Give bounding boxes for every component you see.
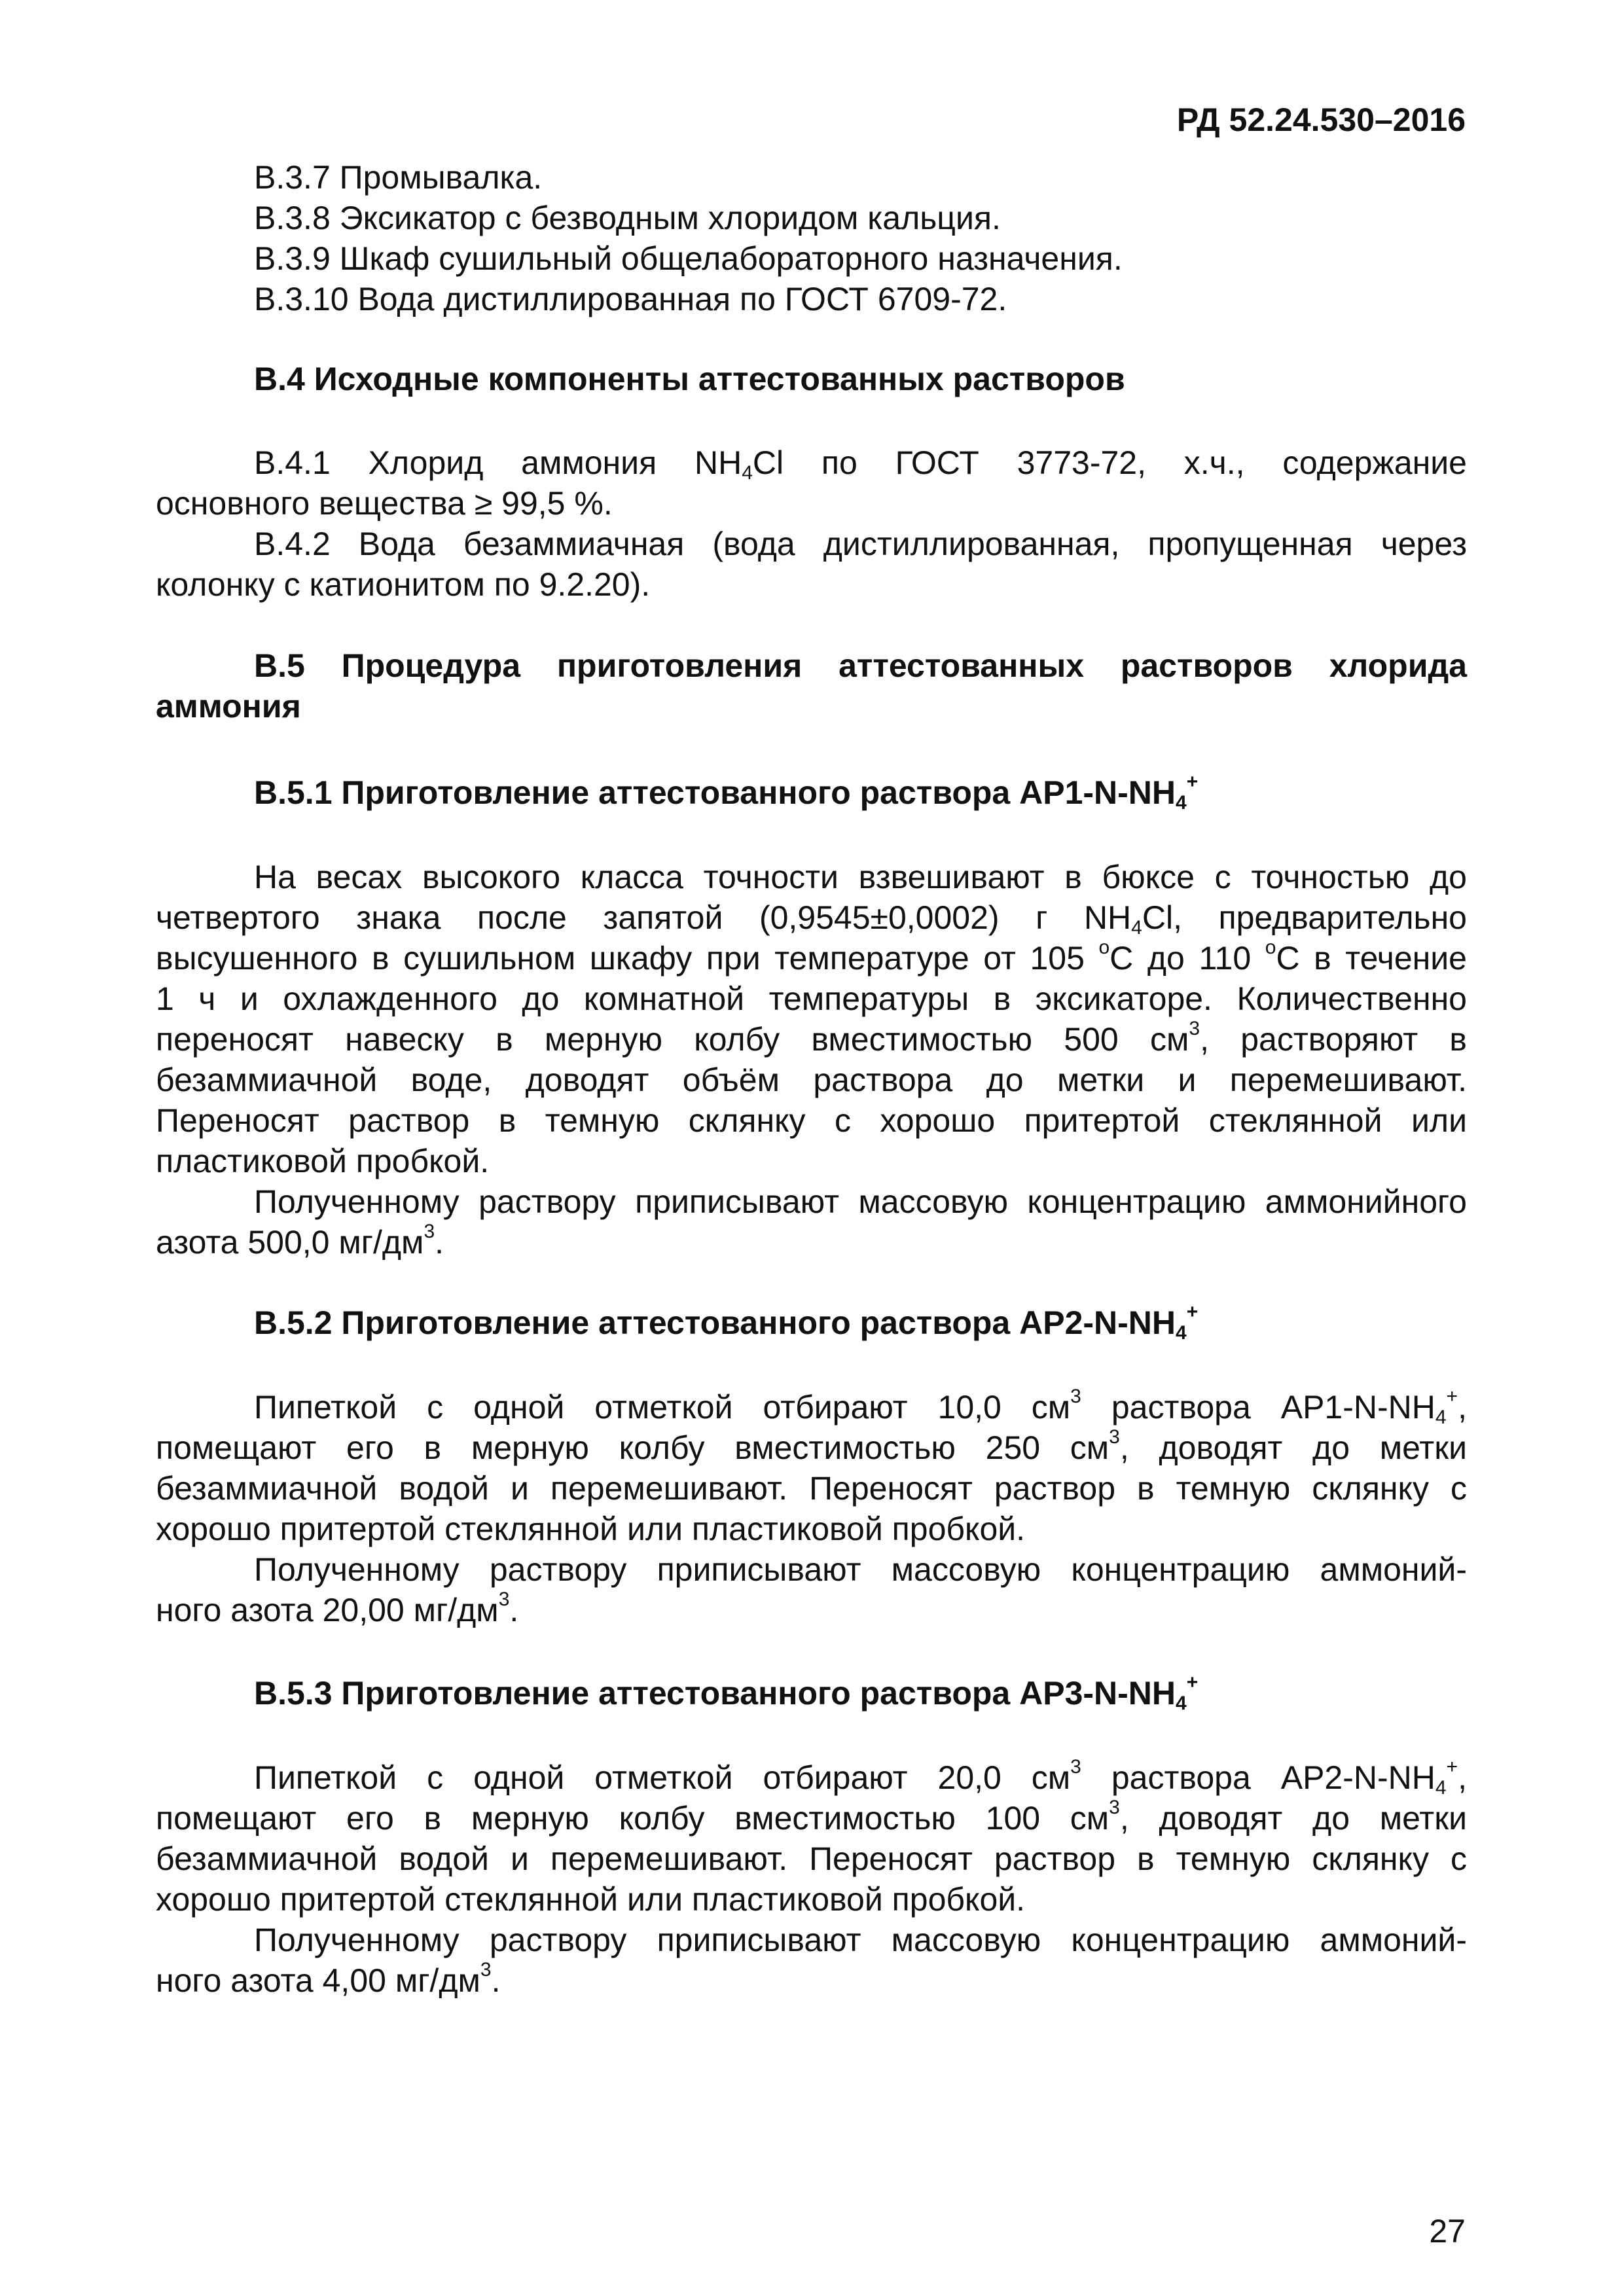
section-title: аммония: [156, 688, 301, 725]
paragraph-line: помещают его в мерную колбу вместимостью 250 $см^3$, доводят до метки: [156, 1426, 1468, 1466]
section-b52-heading: [156, 1302, 1467, 1343]
paragraph-line: Пипеткой с одной отметкой отбирают 20,0 $см^3$ раствора $АР2-N-NH_4^+$,: [254, 1756, 1467, 1799]
paragraph-line: В.4.2 Вода безаммиачная (вода дистиллированная, пропущенная через: [254, 526, 1467, 562]
paragraph-line: четвертого знака после запятой (0,9545±0,0002) г $NH_4Cl$, предварительно: [156, 899, 1467, 939]
section-b53-body: [156, 1757, 1467, 2001]
paragraph-line: пластиковой пробкой.: [156, 1143, 490, 1179]
paragraph-line: ного азота 20,00 $мг/дм^3$.: [156, 1588, 519, 1628]
document-code-header: РД 52.24.530–2016: [1176, 101, 1466, 138]
paragraph-line: ного азота 4,00 $мг/дм^3$.: [156, 1959, 501, 1999]
section-title: В.5 Процедура приготовления аттестованных растворов хлорида: [254, 647, 1467, 684]
paragraph-line: На весах высокого класса точности взвешивают в бюксе с точностью до: [254, 859, 1467, 895]
paragraph-line: колонку с катионитом по 9.2.20).: [156, 566, 651, 603]
equipment-list: [156, 157, 1467, 319]
paragraph-line: Переносят раствор в темную склянку с хорошо притертой стеклянной или: [156, 1102, 1467, 1139]
paragraph-line: безаммиачной водой и перемешивают. Переносят раствор в темную склянку с: [156, 1470, 1467, 1507]
subsection-title: В.5.2 Приготовление аттестованного раствора $АР2-N-NH_4^+$: [254, 1301, 1199, 1344]
paragraph-line: безаммиачной воде, доводят объём раствора до метки и перемешивают.: [156, 1062, 1467, 1098]
page-number: 27: [1429, 2213, 1466, 2250]
list-item: В.3.8 Эксикатор с безводным хлоридом кальция.: [254, 200, 1001, 236]
section-b51-heading: [156, 772, 1467, 813]
list-item: В.3.7 Промывалка.: [254, 159, 543, 196]
paragraph-line: хорошо притертой стеклянной или пластиковой пробкой.: [156, 1511, 1026, 1547]
paragraph-line: В.4.1 Хлорид аммония $NH_4Cl$ по ГОСТ 3773-72, х.ч., содержание: [254, 444, 1467, 484]
paragraph-line: основного вещества ≥ 99,5 %.: [156, 485, 613, 522]
subsection-title: В.5.1 Приготовление аттестованного раствора $АР1-N-NH_4^+$: [254, 771, 1199, 814]
paragraph-line: безаммиачной водой и перемешивают. Переносят раствор в темную склянку с: [156, 1840, 1467, 1877]
section-b51-body: [156, 857, 1467, 1263]
list-item: В.3.9 Шкаф сушильный общелабораторного назначения.: [254, 240, 1123, 277]
paragraph-line: Пипеткой с одной отметкой отбирают 10,0 $см^3$ раствора $АР1-N-NH_4^+$,: [254, 1386, 1467, 1428]
section-b4-heading: [156, 359, 1467, 399]
section-b4-body: [156, 442, 1467, 605]
paragraph-line: азота 500,0 $мг/дм^3$.: [156, 1221, 444, 1261]
subsection-title: В.5.3 Приготовление аттестованного раствора $АР3-N-NH_4^+$: [254, 1672, 1199, 1714]
paragraph-line: хорошо притертой стеклянной или пластиковой пробкой.: [156, 1881, 1026, 1918]
section-b53-heading: [156, 1673, 1467, 1713]
section-title: В.4 Исходные компоненты аттестованных растворов: [254, 361, 1125, 397]
paragraph-line: переносят навеску в мерную колбу вместимостью 500 $см^3$, растворяют в: [156, 1018, 1467, 1058]
paragraph-line: Полученному раствору приписывают массовую концентрацию аммоний-: [254, 1922, 1467, 1958]
paragraph-line: высушенного в сушильном шкафу при температуре от 105 $^о$С до 110 $^о$С в течение: [156, 937, 1467, 977]
paragraph-line: Полученному раствору приписывают массовую концентрацию аммонийного: [254, 1183, 1467, 1220]
paragraph-line: 1 ч и охлажденного до комнатной температуры в эксикаторе. Количественно: [156, 980, 1467, 1017]
list-item: В.3.10 Вода дистиллированная по ГОСТ 6709-72.: [254, 281, 1007, 317]
section-b5-heading: [156, 645, 1467, 726]
section-b52-body: [156, 1387, 1467, 1630]
paragraph-line: помещают его в мерную колбу вместимостью 100 $см^3$, доводят до метки: [156, 1797, 1468, 1837]
paragraph-line: Полученному раствору приписывают массовую концентрацию аммоний-: [254, 1551, 1467, 1588]
